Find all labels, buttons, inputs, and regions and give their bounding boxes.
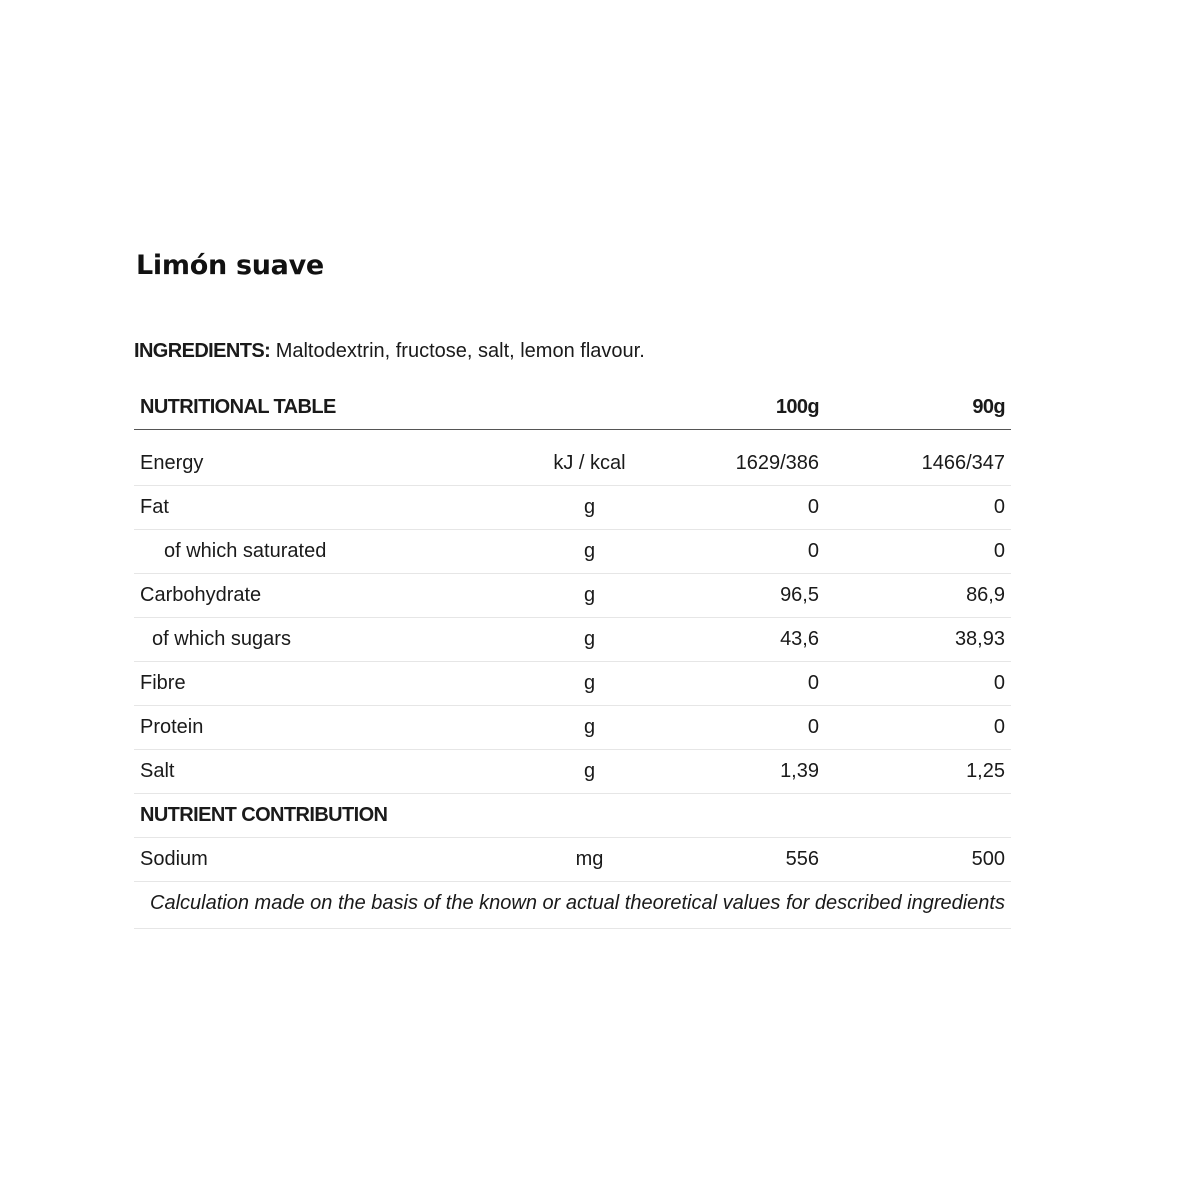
value-100g: 1629/386 — [645, 442, 825, 486]
value-90g: 1,25 — [825, 750, 1011, 794]
nutrient-unit: g — [534, 662, 645, 706]
header-90g: 90g — [825, 386, 1011, 430]
table-row-sugars — [134, 618, 1011, 662]
table-row-carbohydrate — [134, 574, 1011, 618]
section-row-nutrient-contribution — [134, 794, 1011, 838]
product-title: Limón suave — [136, 250, 324, 281]
nutrient-unit: g — [534, 574, 645, 618]
table-row-sodium — [134, 838, 1011, 882]
value-100g: 1,39 — [645, 750, 825, 794]
ingredients-line — [134, 340, 645, 363]
spacer — [134, 430, 1011, 443]
nutrient-name: Carbohydrate — [134, 574, 534, 618]
nutrient-name: Energy — [134, 442, 534, 486]
nutrition-table — [134, 386, 1011, 929]
ingredients-label: INGREDIENTS: — [134, 340, 271, 362]
value-90g: 0 — [825, 486, 1011, 530]
nutrient-name: of which saturated — [134, 530, 534, 574]
value-90g: 86,9 — [825, 574, 1011, 618]
table-row-saturated — [134, 530, 1011, 574]
value-100g: 0 — [645, 662, 825, 706]
value-100g: 0 — [645, 486, 825, 530]
value-90g: 1466/347 — [825, 442, 1011, 486]
nutrient-name: Sodium — [134, 838, 534, 882]
table-row-fat — [134, 486, 1011, 530]
value-100g: 0 — [645, 530, 825, 574]
calculation-note: Calculation made on the basis of the known or actual theoretical values for described ingredients — [134, 882, 1011, 929]
value-90g: 500 — [825, 838, 1011, 882]
nutrient-name: Protein — [134, 706, 534, 750]
nutrient-unit: g — [534, 750, 645, 794]
value-100g: 43,6 — [645, 618, 825, 662]
nutrient-name: Fibre — [134, 662, 534, 706]
ingredients-text: Maltodextrin, fructose, salt, lemon flavour. — [270, 340, 645, 362]
table-row-energy — [134, 442, 1011, 486]
nutrient-unit: g — [534, 530, 645, 574]
section-title: NUTRIENT CONTRIBUTION — [134, 794, 1011, 838]
nutrient-unit: kJ / kcal — [534, 442, 645, 486]
table-row-salt — [134, 750, 1011, 794]
value-90g: 0 — [825, 530, 1011, 574]
value-100g: 96,5 — [645, 574, 825, 618]
footnote-row — [134, 882, 1011, 929]
nutrient-unit: g — [534, 706, 645, 750]
nutrient-unit: g — [534, 618, 645, 662]
nutrient-name: Fat — [134, 486, 534, 530]
header-100g: 100g — [645, 386, 825, 430]
value-100g: 556 — [645, 838, 825, 882]
nutrient-name: of which sugars — [134, 618, 534, 662]
table-row-protein — [134, 706, 1011, 750]
table-title: NUTRITIONAL TABLE — [134, 386, 534, 430]
table-row-fibre — [134, 662, 1011, 706]
value-90g: 0 — [825, 662, 1011, 706]
nutrient-name: Salt — [134, 750, 534, 794]
value-90g: 0 — [825, 706, 1011, 750]
value-90g: 38,93 — [825, 618, 1011, 662]
nutrient-unit: mg — [534, 838, 645, 882]
nutrient-unit: g — [534, 486, 645, 530]
value-100g: 0 — [645, 706, 825, 750]
unit-header — [534, 386, 645, 430]
table-header-row — [134, 386, 1011, 430]
